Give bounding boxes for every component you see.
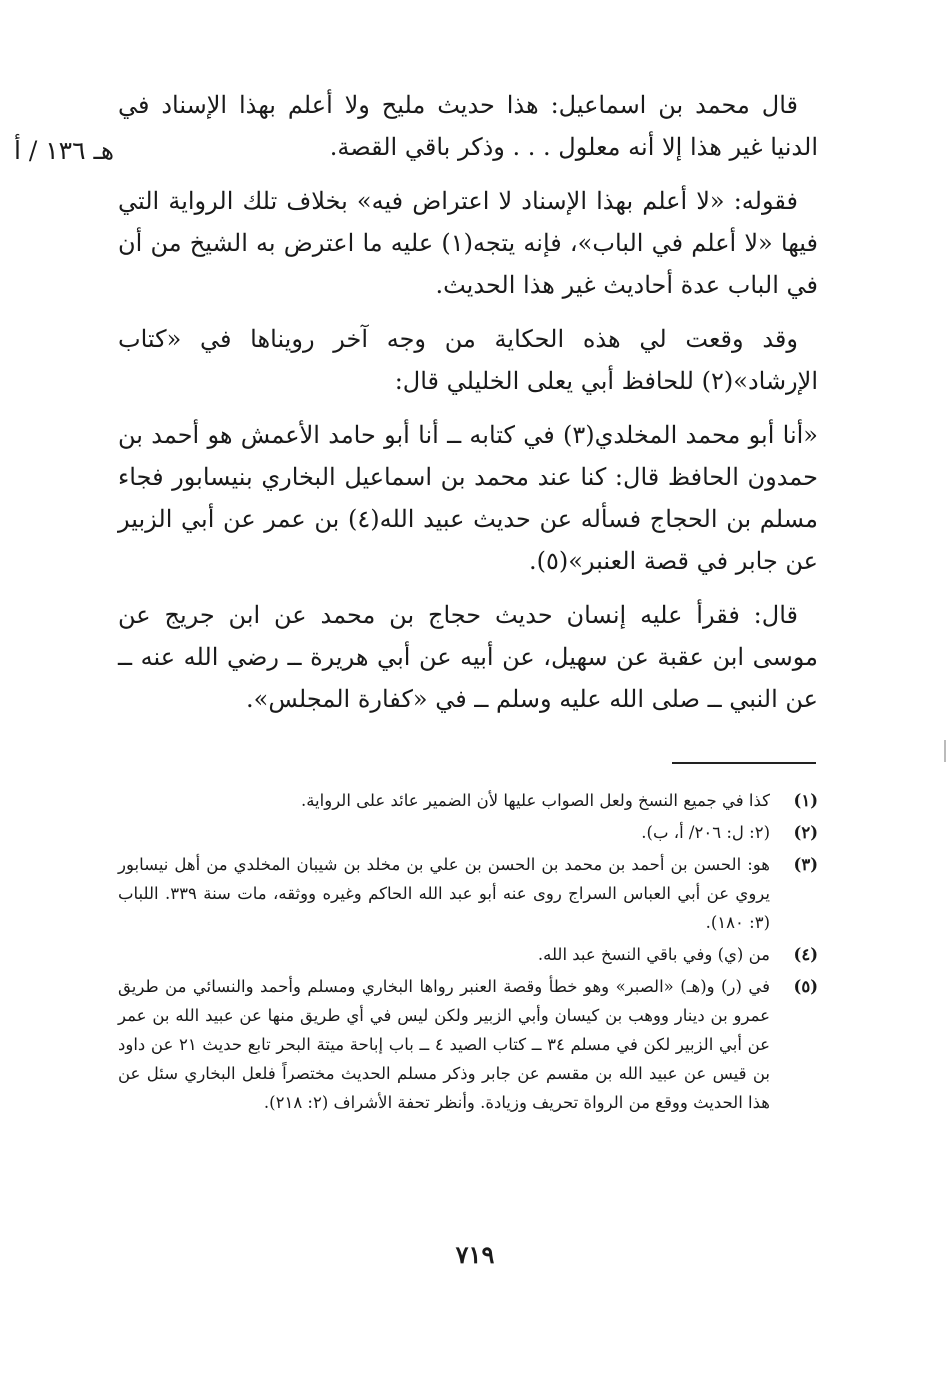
paragraph-1: قال محمد بن اسماعيل: هذا حديث مليح ولا أعلم بهذا الإسناد في الدنيا غير هذا إلا أنه معلول . . . وذكر باقي القصة. — [118, 91, 818, 161]
main-text — [118, 84, 818, 732]
footnote-3 — [118, 850, 818, 937]
footnote-5 — [118, 972, 818, 1117]
footnote-4 — [118, 940, 818, 969]
footnote-number: (١) — [793, 791, 818, 810]
footnote-2 — [118, 818, 818, 847]
footnote-number: (٣) — [793, 855, 818, 874]
paragraph-3: وقد وقعت لي هذه الحكاية من وجه آخر رويناها في «كتاب الإرشاد»(٢) للحافظ أبي يعلى الخليلي قال: — [118, 325, 818, 395]
paragraph-2: فقوله: «لا أعلم بهذا الإسناد لا اعتراض فيه» بخلاف تلك الرواية التي فيها «لا أعلم في الباب»، فإنه يتجه(١) عليه ما اعترض به الشيخ من أن في الباب عدة أحاديث غير هذا الحديث. — [118, 187, 819, 299]
footnote-text: (٢: ل: ٢٠٦/ أ، ب). — [641, 823, 770, 842]
footnote-number: (٢) — [793, 823, 818, 842]
footnote-number: (٤) — [793, 945, 818, 964]
footnote-text: في (ر) و(هـ) «الصبر» وهو خطأ وقصة العنبر رواها البخاري ومسلم وأحمد والنسائي من طريق عمرو بن دينار ووهب بن كيسان وأبي الزبير ولكن ليس في أي طريق منها عن عبيد الله بن عمر عن أبي الزبير لكن في مسلم ٣٤ ــ كتاب الصيد ٤ ــ باب إباحة ميتة البحر تابع حديث ٢١ عن داود بن قيس عن عبيد الله بن مقسم عن جابر وذكر مسلم الحديث مختصراً فلعل البخاري سئل عن هذا الحديث ووقع من الرواة تحريف وزيادة. وأنظر تحفة الأشراف (٢: ٢١٨). — [118, 977, 770, 1112]
margin-manuscript-note: هـ ١٣٦ / أ — [13, 136, 115, 165]
page-number: ٧١٩ — [455, 1240, 495, 1269]
paragraph-5: قال: فقرأ عليه إنسان حديث حجاج بن محمد عن ابن جريج عن موسى ابن عقبة عن سهيل، عن أبيه عن أبي هريرة ــ رضي الله عنه ــ عن النبي ــ صلى الله عليه وسلم ــ في «كفارة المجلس». — [118, 601, 818, 713]
footnote-text: كذا في جميع النسخ ولعل الصواب عليها لأن الضمير عائد على الرواية. — [300, 791, 770, 810]
paragraph-4-quote: «أنا أبو محمد المخلدي(٣) في كتابه ــ أنا أبو حامد الأعمش هو أحمد بن حمدون الحافظ قال: كنا عند محمد بن اسماعيل البخاري بنيسابور فجاء مسلم بن الحجاج فسأله عن حديث عبيد الله(٤) بن عمر عن أبي الزبير عن جابر في قصة العنبر»(٥). — [118, 421, 818, 575]
footnote-separator — [672, 762, 816, 764]
footnote-1 — [118, 786, 818, 815]
footnote-number: (٥) — [793, 977, 818, 996]
footnote-text: هو: الحسن بن أحمد بن محمد بن الحسن بن علي بن مخلد بن شيبان المخلدي من أهل نيسابور يروي عن أبي العباس السراج روى عنه أبو عبد الله الحاكم وغيره ووثقه، مات سنة ٣٣٩. اللباب (٣: ١٨٠). — [118, 855, 771, 932]
footnotes — [118, 786, 818, 1120]
scan-edge-mark — [944, 740, 946, 762]
footnote-text: من (ي) وفي باقي النسخ عبد الله. — [537, 945, 770, 964]
